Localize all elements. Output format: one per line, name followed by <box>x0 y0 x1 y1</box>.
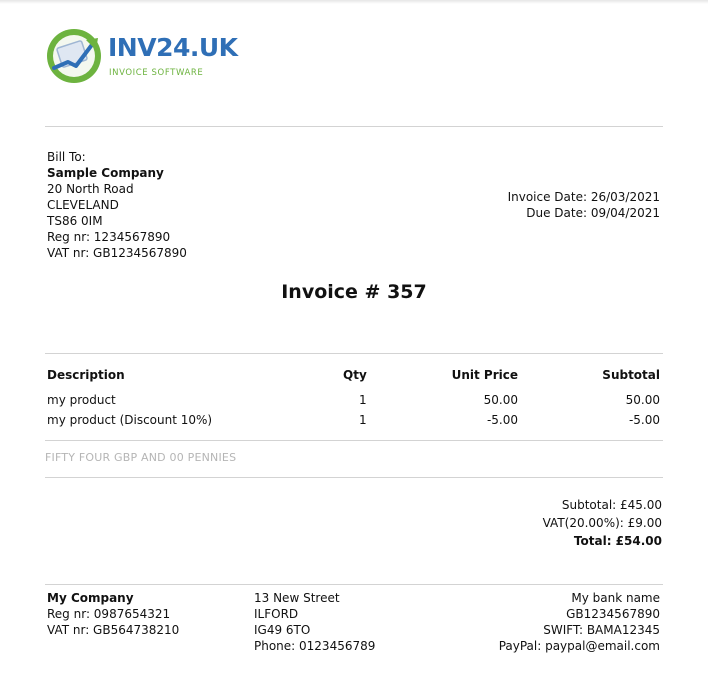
company-logo <box>46 28 238 86</box>
totals-total: Total: £54.00 <box>573 534 662 548</box>
row-subtotal: 50.00 <box>625 393 660 407</box>
row-description: my product <box>47 393 116 407</box>
table-bottom-divider <box>45 440 663 441</box>
row-unit-price: 50.00 <box>483 393 518 407</box>
table-top-divider <box>45 353 663 354</box>
due-date: Due Date: 09/04/2021 <box>526 206 660 220</box>
bill-to-company: Sample Company <box>47 166 164 180</box>
logo-brand-text: INV24.UK <box>108 33 238 62</box>
page-top-shadow <box>0 0 708 4</box>
footer-vat: VAT nr: GB564738210 <box>47 623 180 637</box>
footer-swift: SWIFT: BAMA12345 <box>543 623 660 637</box>
invoice-title: Invoice # 357 <box>281 281 427 303</box>
logo-icon <box>46 28 104 86</box>
footer-divider <box>45 584 663 585</box>
footer-postcode: IG49 6TO <box>254 623 311 637</box>
words-divider <box>45 477 663 478</box>
amount-in-words: FIFTY FOUR GBP AND 00 PENNIES <box>45 451 237 464</box>
footer-paypal: PayPal: paypal@email.com <box>498 639 660 653</box>
row-qty: 1 <box>359 413 367 427</box>
footer-city: ILFORD <box>254 607 299 621</box>
header-divider <box>45 126 663 127</box>
row-unit-price: -5.00 <box>486 413 518 427</box>
bill-to-label: Bill To: <box>47 150 86 164</box>
footer-reg: Reg nr: 0987654321 <box>47 607 171 621</box>
footer-bank-name: My bank name <box>571 591 660 605</box>
footer-account: GB1234567890 <box>566 607 660 621</box>
row-description: my product (Discount 10%) <box>47 413 213 427</box>
row-subtotal: -5.00 <box>628 413 660 427</box>
footer-phone: Phone: 0123456789 <box>254 639 376 653</box>
footer-street: 13 New Street <box>254 591 340 605</box>
bill-to-address: 20 North Road <box>47 182 134 196</box>
bill-to-postcode: TS86 0IM <box>47 214 103 228</box>
col-header-subtotal: Subtotal <box>602 368 660 382</box>
col-header-unit-price: Unit Price <box>451 368 518 382</box>
row-qty: 1 <box>359 393 367 407</box>
col-header-qty: Qty <box>343 368 367 382</box>
bill-to-city: CLEVELAND <box>47 198 119 212</box>
footer-company: My Company <box>47 591 134 605</box>
invoice-date: Invoice Date: 26/03/2021 <box>507 190 660 204</box>
logo-tagline: INVOICE SOFTWARE <box>109 68 204 78</box>
col-header-description: Description <box>47 368 125 382</box>
totals-vat: VAT(20.00%): £9.00 <box>542 516 662 530</box>
bill-to-reg: Reg nr: 1234567890 <box>47 230 171 244</box>
totals-subtotal: Subtotal: £45.00 <box>561 498 662 512</box>
bill-to-vat: VAT nr: GB1234567890 <box>47 246 187 260</box>
